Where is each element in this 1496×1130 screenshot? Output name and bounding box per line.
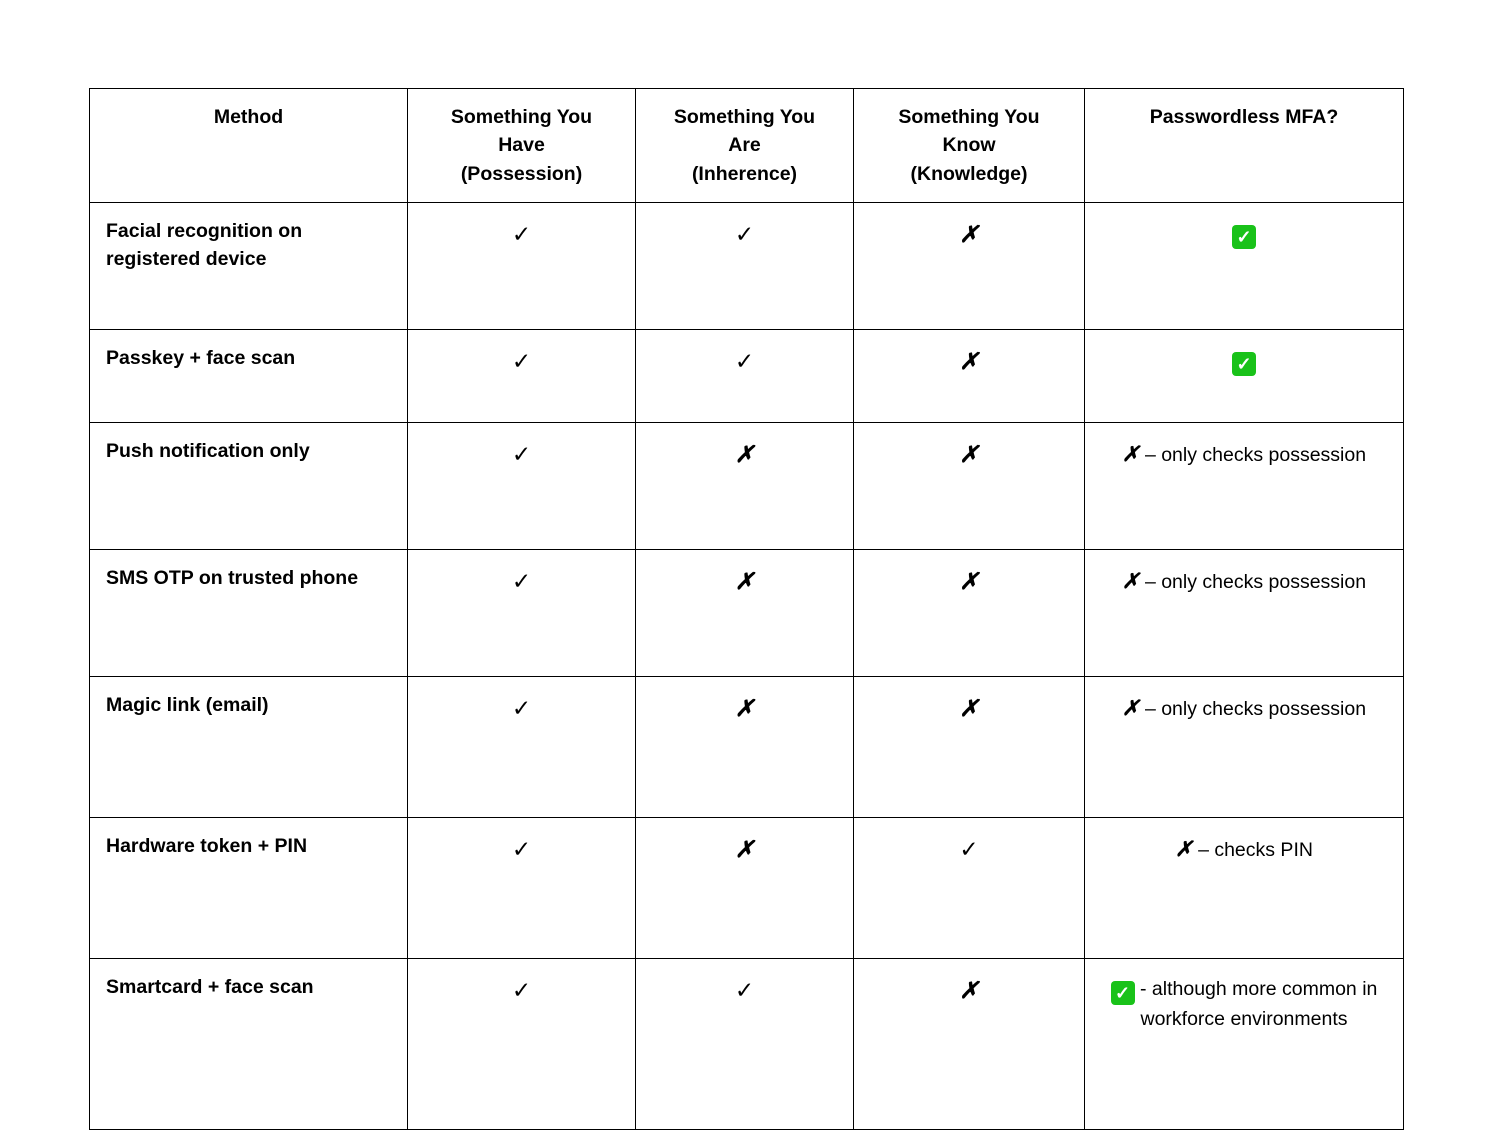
cell-possession xyxy=(408,958,636,1129)
cell-passwordless-mfa xyxy=(1085,817,1404,958)
cell-possession xyxy=(408,329,636,422)
cross-icon: ✗ xyxy=(959,976,979,1003)
result-note: – only checks possession xyxy=(1144,443,1367,466)
cross-icon: ✗ xyxy=(1175,837,1193,861)
cell-knowledge xyxy=(854,817,1085,958)
cross-icon: ✗ xyxy=(959,440,979,467)
cross-icon: ✗ xyxy=(734,835,755,862)
cell-possession xyxy=(408,549,636,676)
table-row xyxy=(90,422,1404,549)
result-note: – only checks possession xyxy=(1144,697,1367,720)
cell-inherence xyxy=(636,422,854,549)
cross-icon: ✗ xyxy=(959,220,979,247)
column-header-possession xyxy=(408,89,636,203)
cell-inherence xyxy=(636,329,854,422)
column-header-inherence xyxy=(636,89,854,203)
cross-icon: ✗ xyxy=(959,347,979,374)
cross-icon: ✗ xyxy=(734,567,755,594)
check-icon: ✓ xyxy=(734,976,755,1003)
cell-knowledge xyxy=(854,329,1085,422)
check-icon: ✓ xyxy=(511,440,532,467)
check-icon: ✓ xyxy=(511,347,532,374)
green-check-icon: ✓ xyxy=(1232,352,1256,376)
mfa-comparison-table-container xyxy=(89,88,1403,1130)
green-check-icon: ✓ xyxy=(1111,981,1135,1005)
column-header-knowledge-line2: Know xyxy=(942,134,996,157)
cell-possession xyxy=(408,422,636,549)
cell-method: Push notification only xyxy=(90,422,408,549)
check-icon: ✓ xyxy=(511,220,532,247)
cross-icon: ✗ xyxy=(959,567,979,594)
cell-method: Smartcard + face scan xyxy=(90,958,408,1129)
cross-icon: ✗ xyxy=(1121,696,1140,720)
table-row xyxy=(90,676,1404,817)
cell-method: Hardware token + PIN xyxy=(90,817,408,958)
cell-passwordless-mfa xyxy=(1085,676,1404,817)
cross-icon: ✗ xyxy=(734,694,755,721)
check-icon: ✓ xyxy=(511,567,532,594)
column-header-inherence-line3: (Inherence) xyxy=(691,162,798,185)
cell-method: Facial recognition on registered device xyxy=(90,202,408,329)
cell-method: Passkey + face scan xyxy=(90,329,408,422)
cell-method: Magic link (email) xyxy=(90,676,408,817)
table-header xyxy=(90,89,1404,203)
cross-icon: ✗ xyxy=(734,440,755,467)
column-header-inherence-line1: Something You xyxy=(673,106,816,128)
result-note: - although more common in workforce environments xyxy=(1140,977,1378,1030)
result-note: – checks PIN xyxy=(1198,838,1313,861)
column-header-inherence-line2: Are xyxy=(728,134,761,157)
cell-knowledge xyxy=(854,676,1085,817)
cross-icon: ✗ xyxy=(1121,442,1140,466)
check-icon: ✓ xyxy=(734,220,755,247)
cell-possession xyxy=(408,202,636,329)
check-icon: ✓ xyxy=(734,347,755,374)
table-row xyxy=(90,202,1404,329)
cell-inherence xyxy=(636,958,854,1129)
column-header-passwordless-mfa-line1: Passwordless MFA? xyxy=(1149,106,1339,128)
check-icon: ✓ xyxy=(511,694,532,721)
cell-method: SMS OTP on trusted phone xyxy=(90,549,408,676)
table-header-row xyxy=(90,89,1404,203)
cell-passwordless-mfa xyxy=(1085,329,1404,422)
cell-passwordless-mfa xyxy=(1085,202,1404,329)
column-header-passwordless-mfa xyxy=(1085,89,1404,203)
cross-icon: ✗ xyxy=(959,694,979,721)
table-row xyxy=(90,329,1404,422)
column-header-method-line1: Method xyxy=(213,106,284,128)
column-header-knowledge-line1: Something You xyxy=(898,106,1040,128)
table-row xyxy=(90,549,1404,676)
cell-passwordless-mfa xyxy=(1085,549,1404,676)
cell-inherence xyxy=(636,202,854,329)
check-icon: ✓ xyxy=(511,835,532,862)
cell-passwordless-mfa xyxy=(1085,958,1404,1129)
column-header-possession-line2: Have xyxy=(498,134,545,157)
check-icon: ✓ xyxy=(959,835,979,862)
table-row xyxy=(90,958,1404,1129)
column-header-knowledge-line3: (Knowledge) xyxy=(910,162,1028,185)
table-row xyxy=(90,817,1404,958)
column-header-possession-line1: Something You xyxy=(450,106,593,128)
cell-passwordless-mfa xyxy=(1085,422,1404,549)
green-check-icon: ✓ xyxy=(1232,225,1256,249)
cross-icon: ✗ xyxy=(1121,569,1140,593)
column-header-possession-line3: (Possession) xyxy=(460,162,583,185)
cell-possession xyxy=(408,817,636,958)
cell-inherence xyxy=(636,549,854,676)
cell-knowledge xyxy=(854,422,1085,549)
mfa-comparison-table xyxy=(89,88,1404,1130)
cell-knowledge xyxy=(854,958,1085,1129)
cell-inherence xyxy=(636,817,854,958)
table-body xyxy=(90,202,1404,1129)
column-header-knowledge xyxy=(854,89,1085,203)
cell-inherence xyxy=(636,676,854,817)
cell-knowledge xyxy=(854,202,1085,329)
cell-possession xyxy=(408,676,636,817)
result-note: – only checks possession xyxy=(1144,570,1367,593)
column-header-method xyxy=(90,89,408,203)
cell-knowledge xyxy=(854,549,1085,676)
check-icon: ✓ xyxy=(511,976,532,1003)
